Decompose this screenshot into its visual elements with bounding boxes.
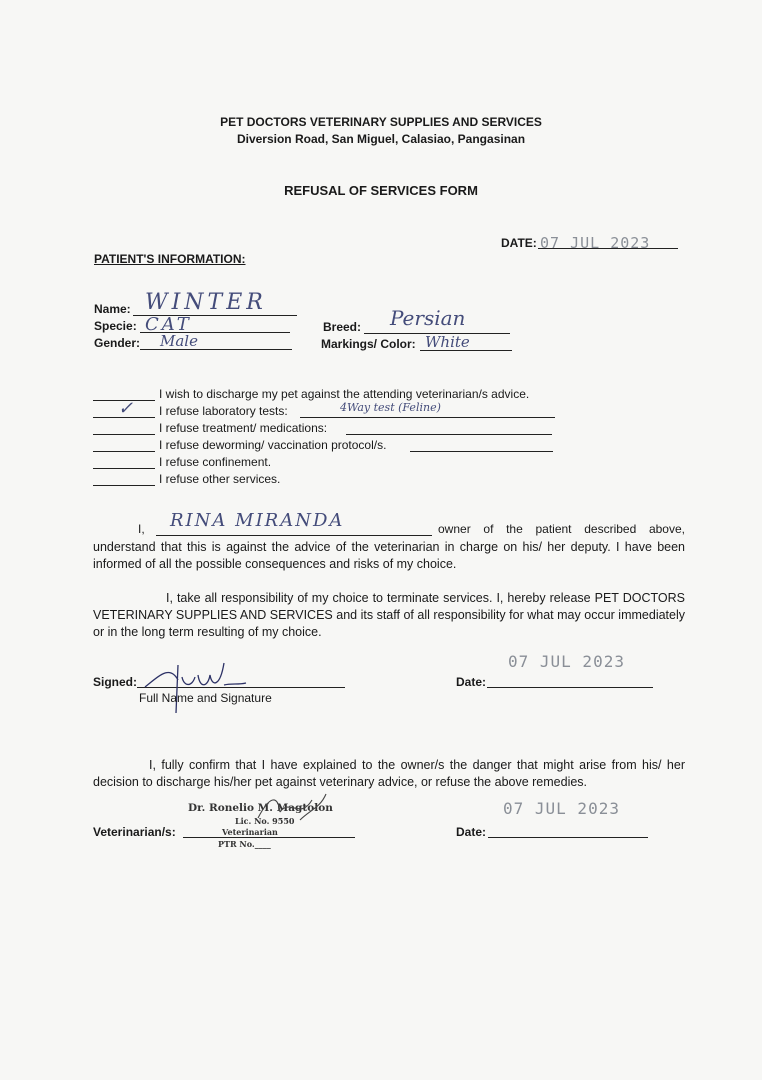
- veterinarian-line[interactable]: [183, 837, 355, 838]
- vet-date-line: [488, 837, 648, 838]
- breed-label: Breed:: [323, 320, 362, 334]
- vet-stamp-title: Veterinarian: [222, 827, 278, 837]
- company-address: Diversion Road, San Miguel, Calasiao, Pangasinan: [236, 132, 526, 146]
- option-label: I refuse confinement.: [159, 455, 272, 469]
- markings-value: White: [425, 333, 470, 351]
- signed-label: Signed:: [93, 675, 137, 689]
- option-blank[interactable]: [93, 451, 155, 452]
- name-label: Name:: [94, 302, 131, 316]
- option-detail: 4Way test (Feline): [340, 401, 441, 414]
- veterinarian-label: Veterinarian/s:: [93, 825, 176, 839]
- vet-stamp-name: Dr. Ronelio M. Magtolon: [188, 802, 333, 814]
- owner-suffix: owner of the patient described above,: [438, 522, 685, 536]
- signed-date-label: Date:: [456, 675, 487, 689]
- option-label: I refuse deworming/ vaccination protocol/s.: [159, 438, 387, 452]
- gender-label: Gender:: [94, 336, 141, 350]
- top-date-label: DATE:: [501, 236, 537, 250]
- markings-label: Markings/ Color:: [321, 337, 416, 351]
- owner-name-line: [156, 535, 432, 536]
- option-label: I wish to discharge my pet against the attending veterinarian/s advice.: [159, 387, 530, 401]
- vet-date-label: Date:: [456, 825, 487, 839]
- signature-scribble: [140, 655, 250, 715]
- option-label: I refuse other services.: [159, 472, 281, 486]
- owner-prefix: I,: [138, 522, 145, 536]
- name-value: WINTER: [145, 290, 267, 315]
- check-mark-icon: ✓: [118, 398, 134, 419]
- option-label: I refuse laboratory tests:: [159, 404, 288, 418]
- gender-value: Male: [160, 332, 198, 350]
- option-detail-line: [300, 417, 555, 418]
- breed-value: Persian: [390, 306, 466, 330]
- signed-date-line: [487, 687, 653, 688]
- vet-signature-scribble: [250, 790, 330, 825]
- option-detail-line: [346, 434, 552, 435]
- signed-date-stamp: 07 JUL 2023: [508, 652, 625, 671]
- patient-info-heading: PATIENT'S INFORMATION:: [94, 252, 246, 266]
- responsibility-paragraph: I, take all responsibility of my choice to terminate services. I, hereby release PET DOCTORS VETERINARY SUPPLIES AND SERVICES and its staff of all responsibility for what may occur immediately or in the long term resulting of my choice.: [93, 591, 685, 639]
- specie-value: CAT: [145, 314, 192, 335]
- option-label: I refuse treatment/ medications:: [159, 421, 328, 435]
- vet-confirmation-paragraph: I, fully confirm that I have explained to the owner/s the danger that might arise from his/ her decision to discharge his/her pet against veterinary advice, or refuse the above remedies.: [93, 758, 685, 789]
- vet-stamp-license: Lic. No. 9550: [235, 816, 295, 826]
- top-date-stamp: 07 JUL 2023: [540, 234, 651, 252]
- vet-date-stamp: 07 JUL 2023: [503, 799, 620, 818]
- signature-caption: Full Name and Signature: [139, 691, 272, 705]
- option-blank[interactable]: [93, 485, 155, 486]
- option-blank[interactable]: [93, 468, 155, 469]
- vet-stamp-ptr: PTR No.____: [218, 839, 271, 849]
- owner-statement-body: understand that this is against the advice of the veterinarian in charge on his/ her deputy. I have been informed of all the possible consequences and risks of my choice.: [93, 540, 685, 571]
- owner-name: RINA MIRANDA: [170, 510, 345, 531]
- option-blank[interactable]: [93, 434, 155, 435]
- option-detail-line: [410, 451, 553, 452]
- specie-label: Specie:: [94, 319, 137, 333]
- form-title: REFUSAL OF SERVICES FORM: [284, 183, 478, 198]
- company-name: PET DOCTORS VETERINARY SUPPLIES AND SERVICES: [220, 115, 542, 129]
